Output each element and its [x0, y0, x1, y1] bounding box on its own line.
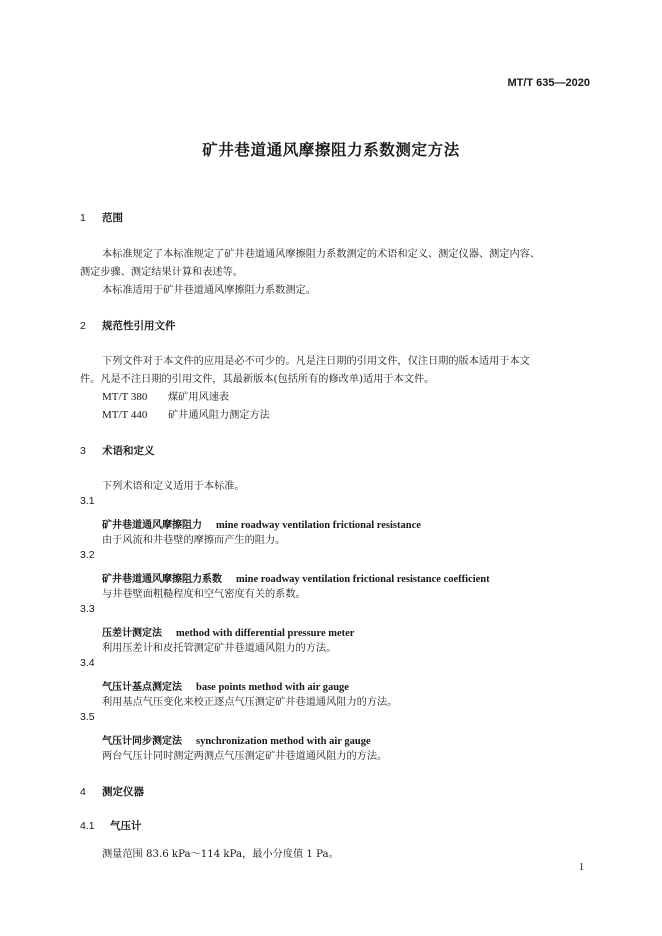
term-number: 3.1	[80, 495, 95, 507]
standard-code: MT/T 635—2020	[507, 77, 590, 89]
term-entry	[102, 567, 490, 586]
section-2-title: 规范性引用文件	[102, 320, 176, 332]
section-2-paragraph-line-1: 下列文件对于本文件的应用是必不可少的。凡是注日期的引用文件，仅注日期的版本适用于本文	[102, 356, 530, 367]
term-english: mine roadway ventilation frictional resistance	[216, 520, 421, 531]
term-definition: 利用基点气压变化来校正逐点气压测定矿井巷道通风阻力的方法。	[102, 697, 398, 708]
section-4-heading	[80, 784, 144, 799]
term-english: synchronization method with air gauge	[196, 736, 371, 747]
term-definition: 利用压差计和皮托管测定矿井巷道通风阻力的方法。	[102, 643, 337, 654]
term-number: 3.2	[80, 549, 95, 561]
section-4-number: 4	[80, 786, 86, 798]
subsection-4-1-number: 4.1	[80, 820, 95, 832]
term-entry	[102, 729, 371, 748]
section-1-paragraph-2: 本标准适用于矿井巷道通风摩擦阻力系数测定。	[102, 285, 316, 296]
reference-title: 煤矿用风速表	[168, 392, 230, 403]
term-entry	[102, 513, 421, 532]
term-chinese: 气压计基点测定法	[102, 682, 182, 693]
subsection-4-1-heading	[80, 818, 142, 833]
term-english: method with differential pressure meter	[176, 628, 355, 639]
term-definition: 两台气压计同时测定两测点气压测定矿井巷道通风阻力的方法。	[102, 751, 388, 762]
page-number: 1	[579, 862, 584, 873]
term-chinese: 矿井巷道通风摩擦阻力系数	[102, 574, 222, 585]
section-1-number: 1	[80, 212, 86, 224]
subsection-4-1-title: 气压计	[110, 820, 142, 832]
term-number: 3.4	[80, 657, 95, 669]
document-title: 矿井巷道通风摩擦阻力系数测定方法	[202, 141, 460, 159]
term-entry	[102, 621, 354, 640]
section-1-paragraph-1-line-1: 本标准规定了本标准规定了矿井巷道通风摩擦阻力系数测定的术语和定义、测定仪器、测定内容、	[102, 249, 541, 260]
term-entry	[102, 675, 349, 694]
term-english: mine roadway ventilation frictional resistance coefficient	[236, 574, 490, 585]
term-definition: 由于风流和井巷壁的摩擦而产生的阻力。	[102, 535, 286, 546]
term-chinese: 矿井巷道通风摩擦阻力	[102, 520, 202, 531]
term-chinese: 压差计测定法	[102, 628, 162, 639]
term-definition: 与井巷壁面粗糙程度和空气密度有关的系数。	[102, 589, 306, 600]
section-3-title: 术语和定义	[102, 445, 155, 457]
term-number: 3.3	[80, 603, 95, 615]
reference-item	[102, 406, 270, 421]
reference-code: MT/T 440	[102, 409, 148, 421]
reference-code: MT/T 380	[102, 391, 148, 403]
section-1-paragraph-1-line-2: 测定步骤、测定结果计算和表述等。	[80, 267, 243, 278]
section-4-title: 测定仪器	[102, 786, 144, 798]
section-2-number: 2	[80, 320, 86, 332]
section-3-heading	[80, 443, 155, 458]
reference-title: 矿井通风阻力测定方法	[168, 410, 270, 421]
term-chinese: 气压计同步测定法	[102, 736, 182, 747]
section-1-title: 范围	[102, 212, 123, 224]
section-1-heading	[80, 210, 123, 225]
section-3-number: 3	[80, 445, 86, 457]
term-english: base points method with air gauge	[196, 682, 349, 693]
section-2-heading	[80, 318, 176, 333]
section-2-paragraph-line-2: 件。凡是不注日期的引用文件，其最新版本(包括所有的修改单)适用于本文件。	[80, 374, 435, 385]
subsection-4-1-text: 测量范围 83.6 kPa～114 kPa，最小分度值 1 Pa。	[102, 849, 339, 860]
term-number: 3.5	[80, 711, 95, 723]
section-3-intro: 下列术语和定义适用于本标准。	[102, 481, 245, 492]
reference-item	[102, 388, 229, 403]
